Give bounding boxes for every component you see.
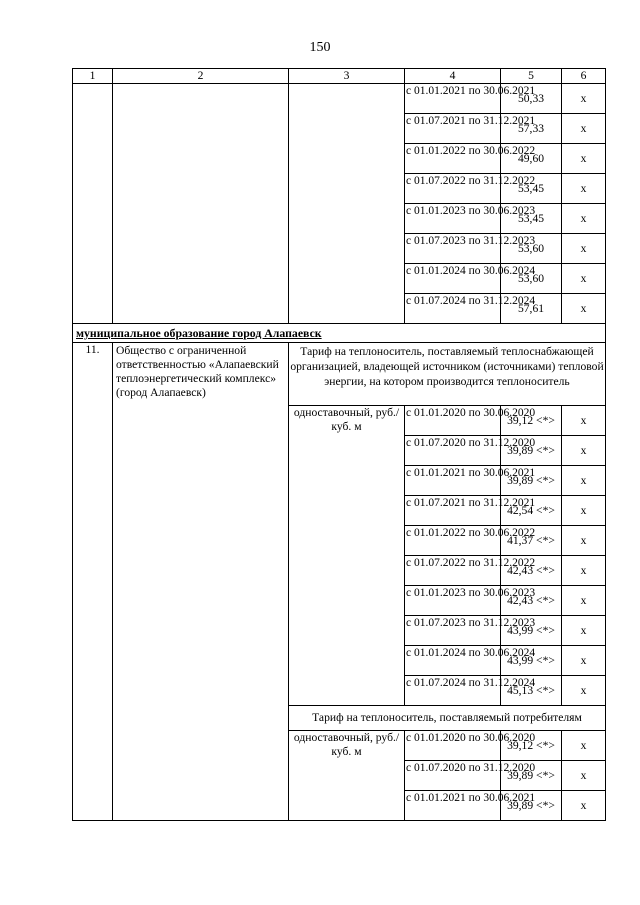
rate-type: одноставочный, руб./куб. м bbox=[289, 731, 405, 821]
tariff-value: 39,12 <*> bbox=[501, 406, 562, 436]
tariff-value: 41,37 <*> bbox=[501, 526, 562, 556]
x-mark: х bbox=[562, 761, 606, 791]
x-mark: х bbox=[562, 676, 606, 706]
tariff-value: 42,54 <*> bbox=[501, 496, 562, 526]
column-number: 4 bbox=[405, 69, 501, 84]
tariff-value: 39,89 <*> bbox=[501, 466, 562, 496]
period-cell: с 01.01.2021 по 30.06.2021 bbox=[405, 791, 501, 821]
period-cell: с 01.01.2021 по 30.06.2021 bbox=[405, 84, 501, 114]
x-mark: х bbox=[562, 616, 606, 646]
tariff-title-row bbox=[73, 343, 606, 406]
section-heading-row bbox=[73, 324, 606, 343]
x-mark: х bbox=[562, 174, 606, 204]
period-cell: с 01.07.2022 по 31.12.2022 bbox=[405, 174, 501, 204]
period-cell: с 01.01.2021 по 30.06.2021 bbox=[405, 466, 501, 496]
x-mark: х bbox=[562, 791, 606, 821]
x-mark: х bbox=[562, 526, 606, 556]
period-cell: с 01.07.2020 по 31.12.2020 bbox=[405, 436, 501, 466]
tariff-value: 42,43 <*> bbox=[501, 586, 562, 616]
period-cell: с 01.01.2024 по 30.06.2024 bbox=[405, 264, 501, 294]
x-mark: х bbox=[562, 731, 606, 761]
period-cell: с 01.01.2022 по 30.06.2022 bbox=[405, 526, 501, 556]
x-mark: х bbox=[562, 144, 606, 174]
tariff-value: 45,13 <*> bbox=[501, 676, 562, 706]
column-number-row bbox=[73, 69, 606, 84]
period-cell: с 01.07.2024 по 31.12.2024 bbox=[405, 676, 501, 706]
x-mark: х bbox=[562, 294, 606, 324]
x-mark: х bbox=[562, 556, 606, 586]
section-heading: муниципальное образование город Алапаевск bbox=[73, 324, 606, 343]
column-number: 5 bbox=[501, 69, 562, 84]
period-cell: с 01.01.2023 по 30.06.2023 bbox=[405, 204, 501, 234]
tariff-value: 57,33 bbox=[501, 114, 562, 144]
tariff-value: 53,45 bbox=[501, 204, 562, 234]
continuation-row bbox=[73, 84, 606, 114]
x-mark: х bbox=[562, 406, 606, 436]
tariff-value: 42,43 <*> bbox=[501, 556, 562, 586]
organization-name: Общество с ограниченной ответственностью «Алапаевский теплоэнергетический комплекс» (город Алапаевск) bbox=[113, 343, 289, 821]
tariff-value: 49,60 bbox=[501, 144, 562, 174]
empty-cell bbox=[113, 84, 289, 324]
column-number: 3 bbox=[289, 69, 405, 84]
empty-cell bbox=[289, 84, 405, 324]
period-cell: с 01.07.2022 по 31.12.2022 bbox=[405, 556, 501, 586]
period-cell: с 01.07.2024 по 31.12.2024 bbox=[405, 294, 501, 324]
x-mark: х bbox=[562, 264, 606, 294]
rate-type: одноставочный, руб./куб. м bbox=[289, 406, 405, 706]
period-cell: с 01.01.2020 по 30.06.2020 bbox=[405, 406, 501, 436]
period-cell: с 01.01.2023 по 30.06.2023 bbox=[405, 586, 501, 616]
column-number: 1 bbox=[73, 69, 113, 84]
tariff-value: 39,89 <*> bbox=[501, 791, 562, 821]
x-mark: х bbox=[562, 496, 606, 526]
period-cell: с 01.01.2022 по 30.06.2022 bbox=[405, 144, 501, 174]
column-number: 2 bbox=[113, 69, 289, 84]
x-mark: х bbox=[562, 234, 606, 264]
page-number: 150 bbox=[309, 40, 331, 55]
empty-cell bbox=[73, 84, 113, 324]
tariff-value: 57,61 bbox=[501, 294, 562, 324]
tariff-value: 43,99 <*> bbox=[501, 616, 562, 646]
entry-number: 11. bbox=[73, 343, 113, 821]
tariff-value: 39,89 <*> bbox=[501, 761, 562, 791]
tariff-value: 39,12 <*> bbox=[501, 731, 562, 761]
x-mark: х bbox=[562, 466, 606, 496]
tariff-value: 53,60 bbox=[501, 264, 562, 294]
period-cell: с 01.01.2024 по 30.06.2024 bbox=[405, 646, 501, 676]
x-mark: х bbox=[562, 436, 606, 466]
tariff-title: Тариф на теплоноситель, поставляемый теплоснабжающей организацией, владеющей источником (источниками) тепловой энергии, на котором производится теплоноситель bbox=[289, 343, 606, 406]
period-cell: с 01.07.2023 по 31.12.2023 bbox=[405, 234, 501, 264]
x-mark: х bbox=[562, 84, 606, 114]
period-cell: с 01.07.2021 по 31.12.2021 bbox=[405, 114, 501, 144]
period-cell: с 01.07.2021 по 31.12.2021 bbox=[405, 496, 501, 526]
tariff-value: 39,89 <*> bbox=[501, 436, 562, 466]
tariff-value: 50,33 bbox=[501, 84, 562, 114]
x-mark: х bbox=[562, 204, 606, 234]
column-number: 6 bbox=[562, 69, 606, 84]
period-cell: с 01.01.2020 по 30.06.2020 bbox=[405, 731, 501, 761]
tariff-table bbox=[72, 68, 606, 821]
x-mark: х bbox=[562, 114, 606, 144]
tariff-value: 53,60 bbox=[501, 234, 562, 264]
x-mark: х bbox=[562, 646, 606, 676]
x-mark: х bbox=[562, 586, 606, 616]
tariff-value: 43,99 <*> bbox=[501, 646, 562, 676]
period-cell: с 01.07.2020 по 31.12.2020 bbox=[405, 761, 501, 791]
tariff-title: Тариф на теплоноситель, поставляемый потребителям bbox=[289, 706, 606, 731]
period-cell: с 01.07.2023 по 31.12.2023 bbox=[405, 616, 501, 646]
tariff-value: 53,45 bbox=[501, 174, 562, 204]
